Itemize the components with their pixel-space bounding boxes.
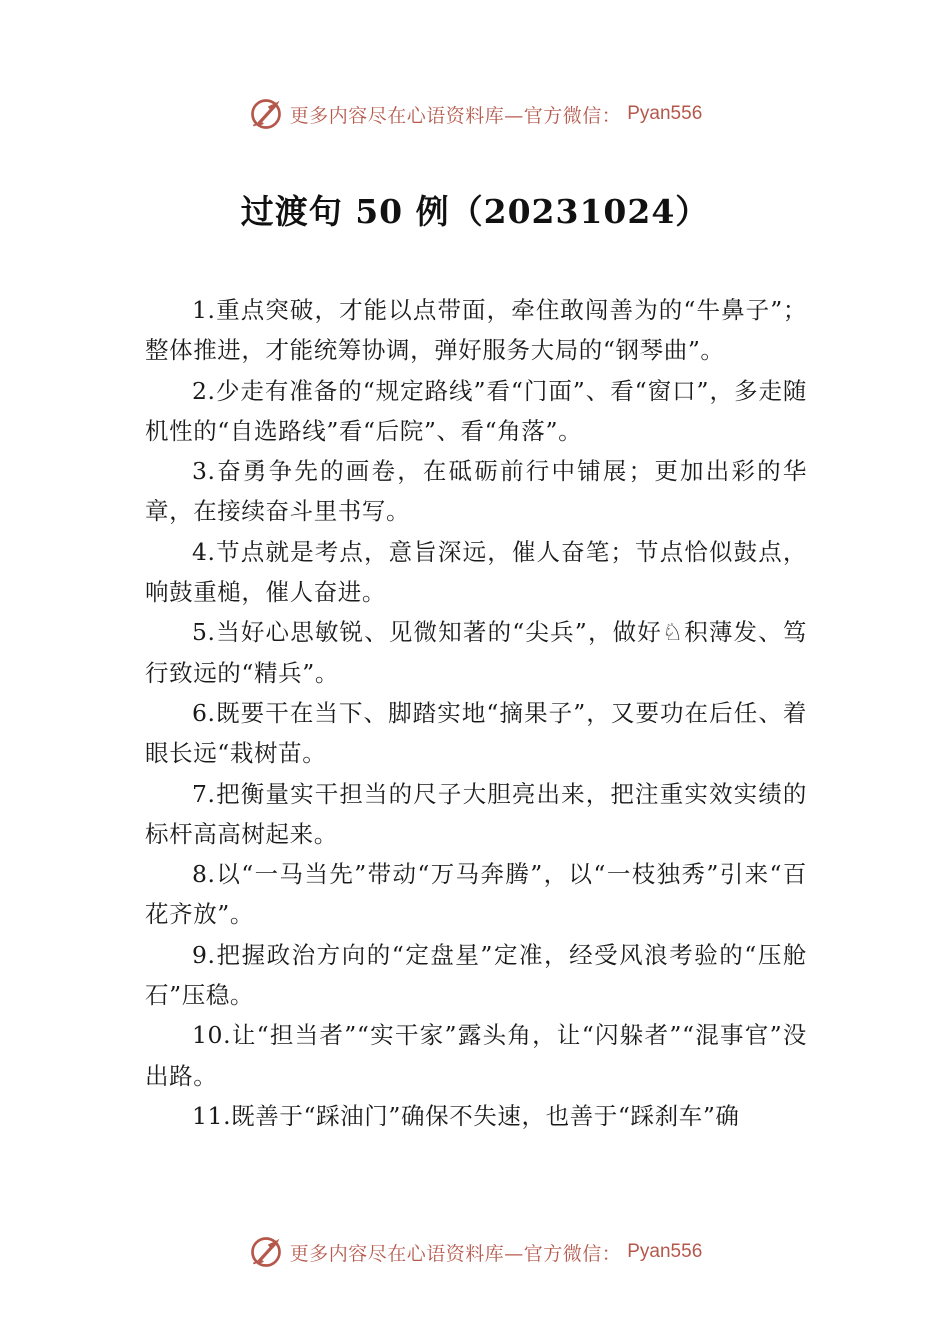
document-body: [145, 290, 807, 1136]
header-banner: [0, 94, 950, 134]
paragraph-3: 3.奋勇争先的画卷，在砥砺前行中铺展；更加出彩的华章，在接续奋斗里书写。: [145, 457, 807, 526]
paragraph-9: 9.把握政治方向的“定盘星”定准，经受风浪考验的“压舱石”压稳。: [145, 940, 807, 1010]
quill-pen-logo-icon: [248, 96, 284, 132]
paragraph-8: 8.以“一马当先”带动“万马奔腾”，以“一枝独秀”引来“百花齐放”。: [145, 860, 807, 929]
footer-banner: [0, 1232, 950, 1272]
quill-pen-logo-icon: [248, 1234, 284, 1270]
paragraph-1: 1.重点突破，才能以点带面，牵住敢闯善为的“牛鼻子”；整体推进，才能统筹协调，弹好服务大局的“钢琴曲”。: [145, 296, 807, 365]
paragraph-6: 6.既要干在当下、脚踏实地“摘果子”，又要功在后任、着眼长远“栽树苗。: [145, 698, 807, 768]
paragraph-11: 11.既善于“踩油门”确保不失速，也善于“踩刹车”确: [192, 1101, 740, 1130]
paragraph-5: 5.当好心思敏锐、见微知著的“尖兵”，做好♘积薄发、笃行致远的“精兵”。: [145, 618, 807, 687]
footer-banner-text: 更多内容尽在心语资料库—官方微信：: [289, 1242, 622, 1265]
paragraph-2: 2.少走有准备的“规定路线”看“门面”、看“窗口”，多走随机性的“自选路线”看“后院”、看“角落”。: [145, 376, 807, 445]
header-banner-account: Pyan556: [627, 103, 703, 124]
paragraph-4: 4.节点就是考点，意旨深远，催人奋笔；节点恰似鼓点，响鼓重槌，催人奋进。: [145, 537, 807, 607]
header-banner-text: 更多内容尽在心语资料库—官方微信：: [289, 104, 622, 127]
paragraph-10: 10.让“担当者”“实干家”露头角，让“闪躲者”“混事官”没出路。: [145, 1021, 807, 1090]
paragraph-7: 7.把衡量实干担当的尺子大胆亮出来，把注重实效实绩的标杆高高树起来。: [145, 779, 807, 848]
footer-banner-account: Pyan556: [627, 1241, 703, 1262]
document-title: 过渡句 50 例（20231024）: [240, 192, 710, 231]
